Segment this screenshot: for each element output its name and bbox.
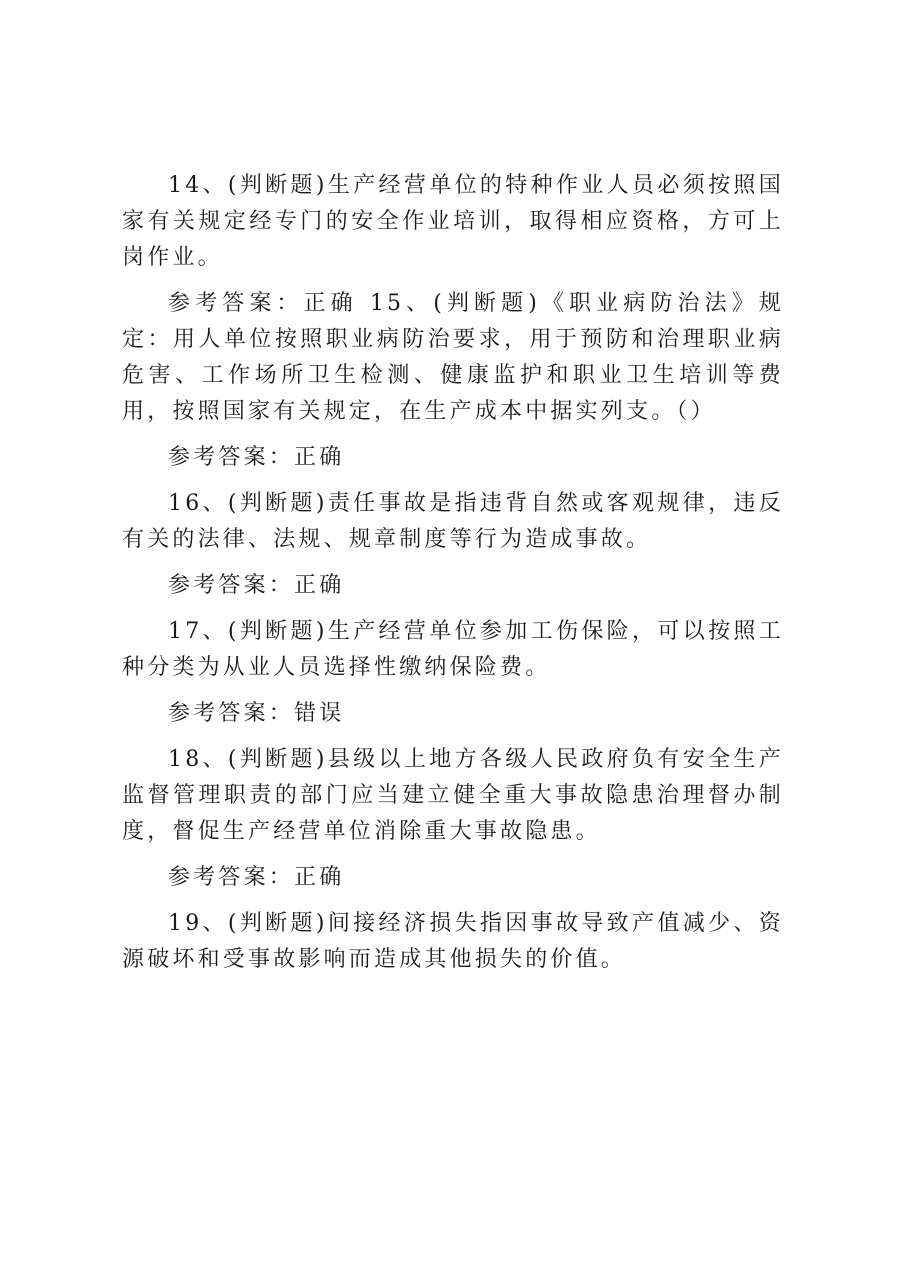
answer-16: 参考答案：正确 bbox=[168, 573, 345, 598]
question-17: 17、(判断题)生产经营单位参加工伤保险，可以按照工种分类为从业人员选择性缴纳保险费。 bbox=[122, 619, 784, 680]
question-14: 14、(判断题)生产经营单位的特种作业人员必须按照国家有关规定经专门的安全作业培训，取得相应资格，方可上岗作业。 bbox=[122, 173, 784, 270]
question-19: 19、(判断题)间接经济损失指因事故导致产值减少、资源破坏和受事故影响而造成其他损失的价值。 bbox=[122, 911, 784, 972]
question-18: 18、(判断题)县级以上地方各级人民政府负有安全生产监督管理职责的部门应当建立健全重大事故隐患治理督办制度，督促生产经营单位消除重大事故隐患。 bbox=[122, 747, 784, 844]
answer-14-and-question-15: 参考答案：正确 15、(判断题)《职业病防治法》规定：用人单位按照职业病防治要求，用于预防和治理职业病危害、工作场所卫生检测、健康监护和职业卫生培训等费用，按照国家有关规定，在生产成本中据实列支。（） bbox=[122, 291, 784, 424]
answer-15: 参考答案：正确 bbox=[168, 445, 345, 470]
answer-18: 参考答案：正确 bbox=[168, 865, 345, 890]
question-16: 16、(判断题)责任事故是指违背自然或客观规律，违反有关的法律、法规、规章制度等行为造成事故。 bbox=[122, 491, 784, 552]
answer-17: 参考答案：错误 bbox=[168, 701, 345, 726]
document-body bbox=[122, 168, 784, 988]
